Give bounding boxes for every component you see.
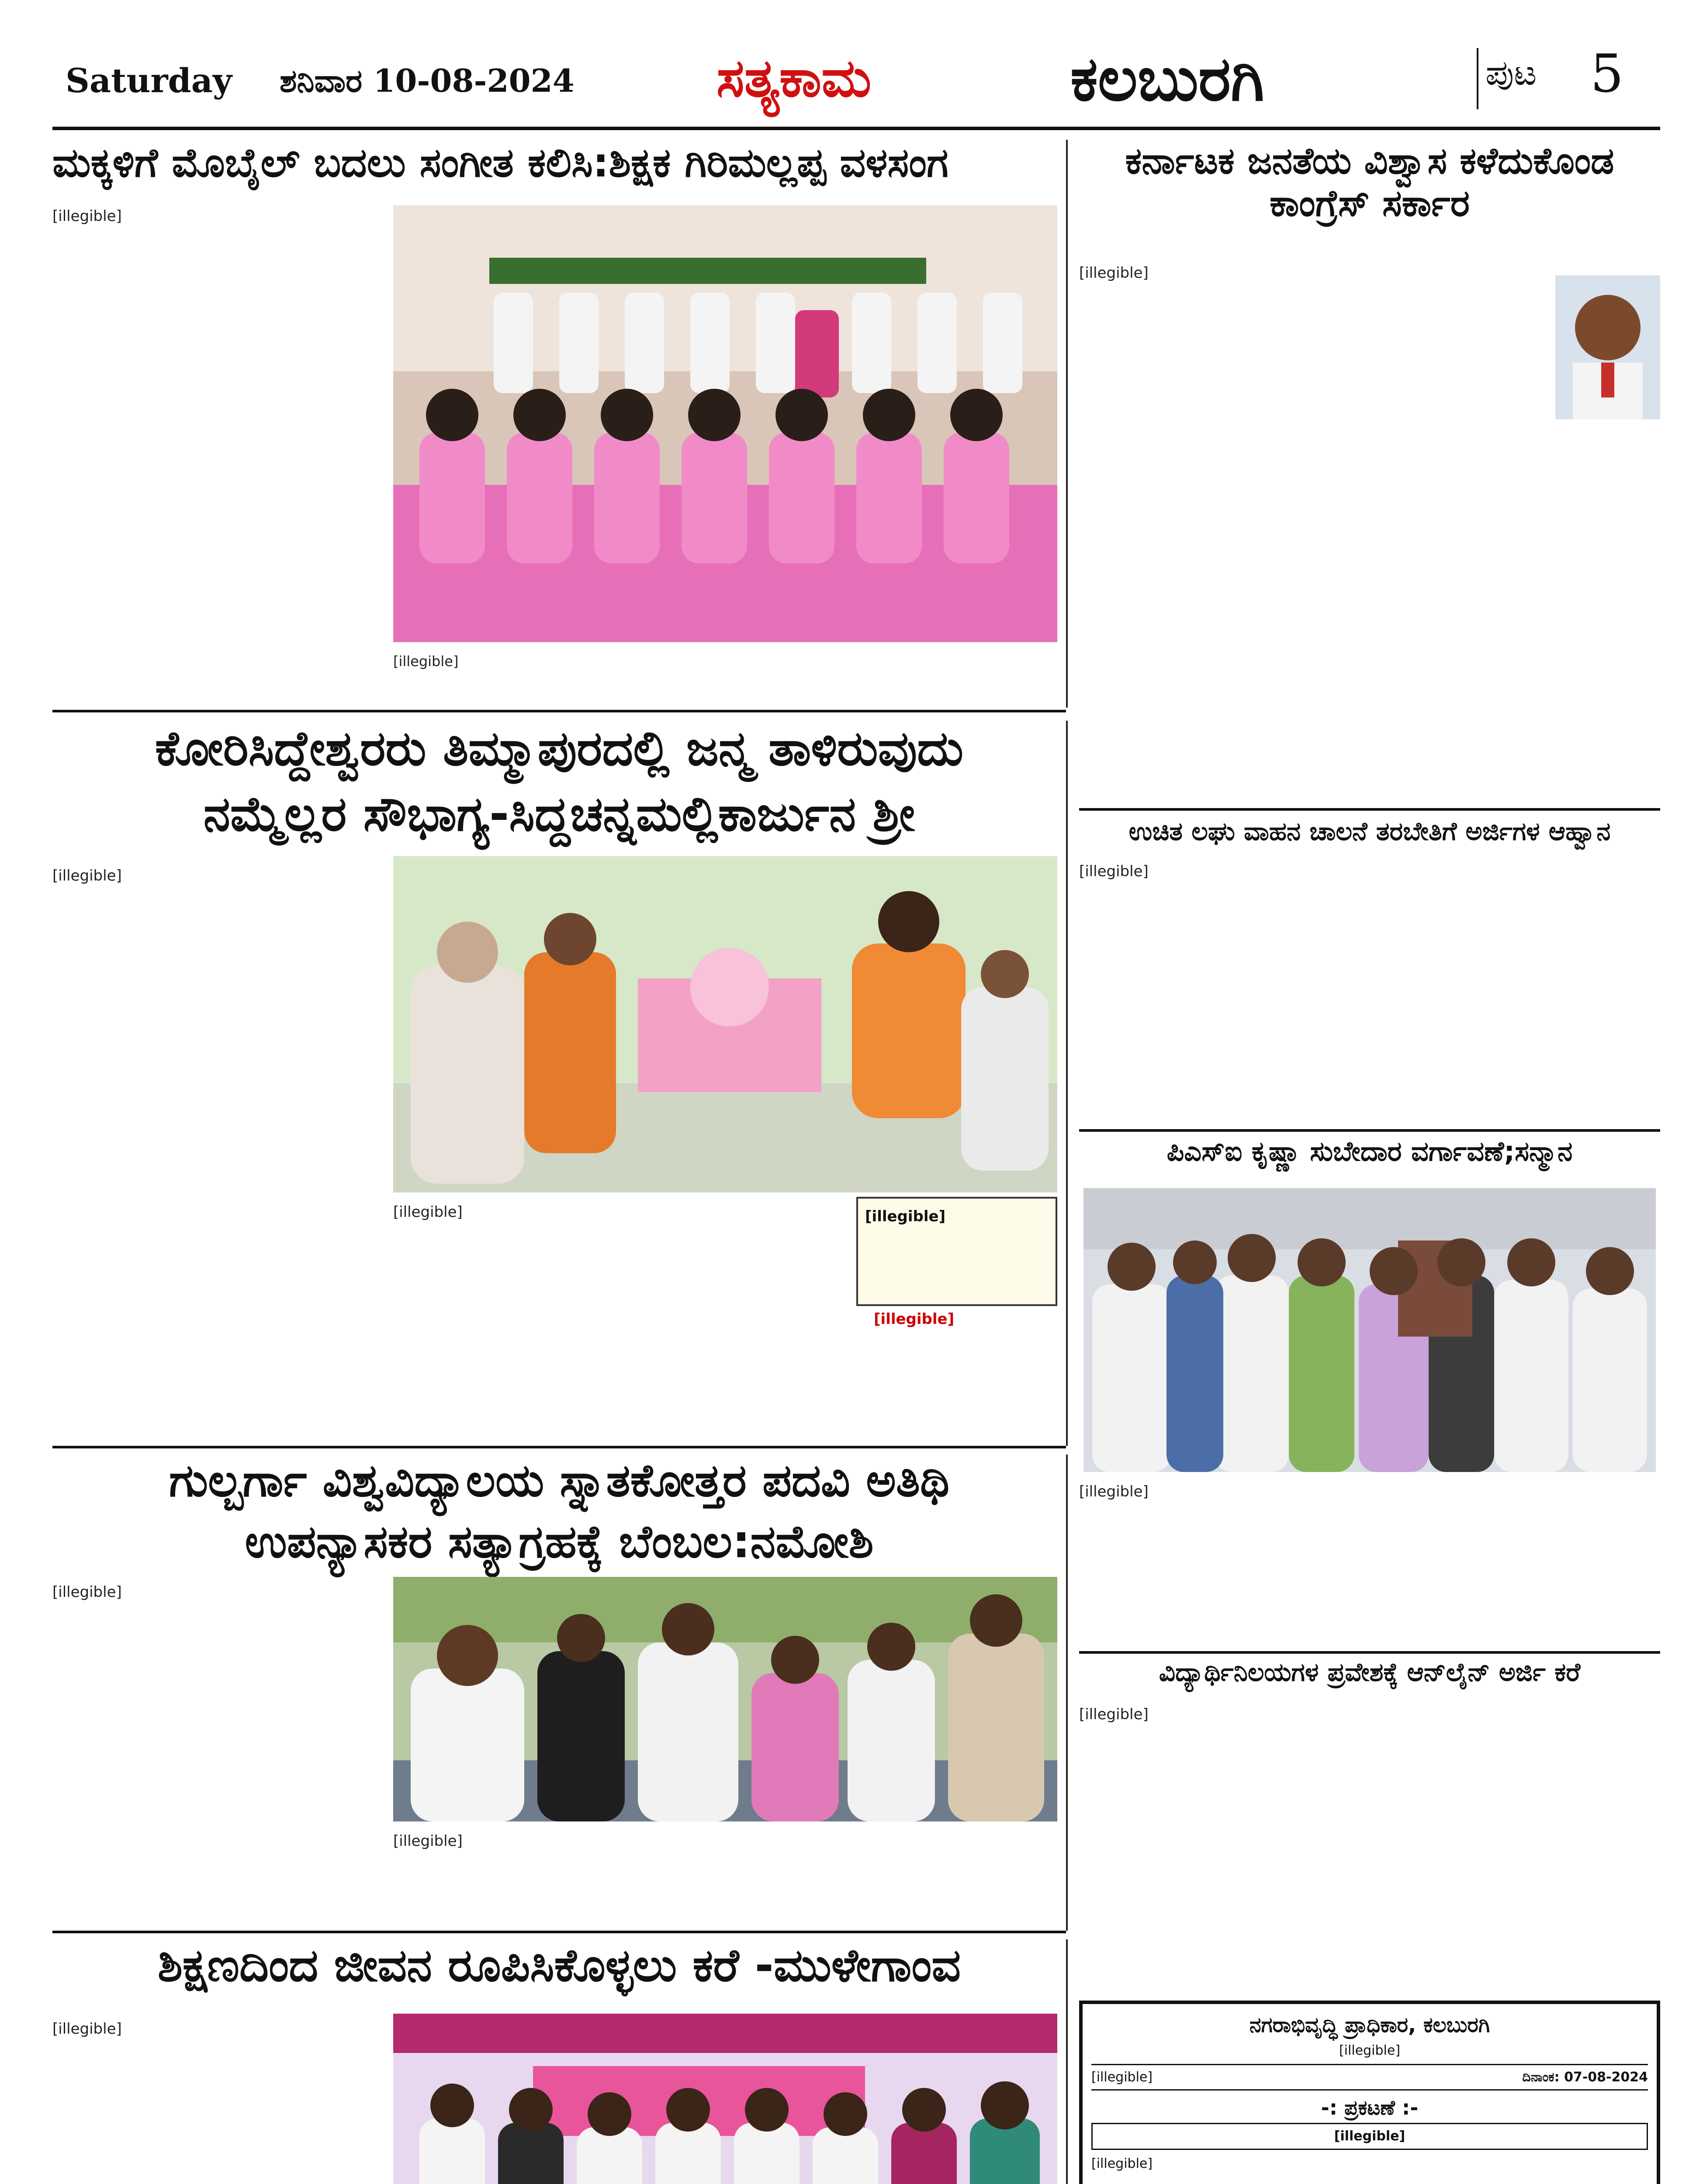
story7-headline: ವಿದ್ಯಾರ್ಥಿನಿಲಯಗಳ ಪ್ರವೇಶಕ್ಕೆ ಆನ್‌ಲೈನ್ ಅರ್ಜಿ ಕರೆ (1159, 1657, 1581, 1687)
story6-headline-line1: ಗುಲ್ಬರ್ಗಾ ವಿಶ್ವವಿದ್ಯಾಲಯ ಸ್ನಾತಕೋತ್ತರ ಪದವಿ ಅತಿಥಿ (169, 1454, 950, 1507)
issue-day: Saturday (66, 61, 232, 100)
story1-headline: ಮಕ್ಕಳಿಗೆ ಮೊಬೈಲ್ ಬದಲು ಸಂಗೀತ ಕಲಿಸಿ:ಶಿಕ್ಷಕ ಗಿರಿಮಲ್ಲಪ್ಪ ವಳಸಂಗ (52, 139, 948, 186)
header-divider (1477, 48, 1478, 109)
masthead (0, 0, 1703, 131)
section-rule (1079, 1129, 1660, 1132)
masthead-rule (52, 127, 1660, 130)
story3-pull-quote: [illegible] (856, 1197, 1057, 1306)
story2-body: [illegible] (1079, 264, 1149, 282)
notice-subtitle: [illegible] (1091, 2123, 1648, 2150)
story8-body-left: [illegible] (52, 2020, 122, 2038)
story3-headline-line2: ನಮ್ಮೆಲ್ಲರ ಸೌಭಾಗ್ಯ-ಸಿದ್ದಚನ್ನಮಲ್ಲಿಕಾರ್ಜುನ ಶ್ರೀ (203, 786, 915, 842)
section-rule (52, 1446, 1066, 1448)
story3-body-left: [illegible] (52, 867, 122, 885)
notice-body: [illegible] (1091, 2156, 1153, 2171)
story1-photo (393, 205, 1057, 642)
story3-byline: [illegible] (874, 1310, 955, 1328)
column-rule (1066, 1455, 1068, 1931)
story8-photo (393, 2014, 1057, 2184)
section-rule (52, 710, 1066, 712)
column-rule (1066, 140, 1068, 708)
notice-org: ನಗರಾಭಿವೃದ್ಧಿ ಪ್ರಾಧಿಕಾರ, ಕಲಬುರಗಿ (1249, 2013, 1490, 2037)
story4-body: [illegible] (1079, 863, 1149, 880)
story2-photo (1555, 275, 1660, 419)
notice-title: -: ಪ್ರಕಟಣೆ :- (1321, 2096, 1419, 2119)
story1-body-left: [illegible] (52, 207, 122, 225)
story6-body-bottom: [illegible] (393, 1832, 463, 1850)
page-number: 5 (1590, 44, 1624, 104)
issue-date: ಶನಿವಾರ 10-08-2024 (280, 62, 575, 99)
story6-photo (393, 1577, 1057, 1821)
section-rule (1079, 808, 1660, 811)
story6-body-left: [illegible] (52, 1583, 122, 1601)
story2-headline: ಕರ್ನಾಟಕ ಜನತೆಯ ವಿಶ್ವಾಸ ಕಳೆದುಕೊಂಡ ಕಾಂಗ್ರೆಸ್ ಸರ್ಕಾರ (1125, 139, 1614, 225)
edition-city: ಕಲಬುರಗಿ (1070, 44, 1264, 115)
page-label: ಪುಟ (1485, 52, 1537, 93)
felicitation-photo (1083, 1188, 1656, 1472)
protest-support-photo (393, 1577, 1057, 1821)
newspaper-name: ಸತ್ಯಕಾಮ (717, 48, 872, 109)
story3-headline-line1: ಕೋರಿಸಿದ್ದೇಶ್ವರರು ತಿಮ್ಮಾಪುರದಲ್ಲಿ ಜನ್ಮ ತಾಳಿರುವುದು (155, 720, 964, 776)
story5-photo (1083, 1188, 1656, 1472)
story5-headline: ಪಿಎಸ್ಐ ಕೃಷ್ಣಾ ಸುಬೇದಾರ ವರ್ಗಾವಣೆ;ಸನ್ಮಾನ (1166, 1135, 1573, 1167)
notice-email-line: [illegible] (1339, 2043, 1401, 2058)
college-event-photo (393, 2014, 1057, 2184)
religious-ceremony-photo (393, 856, 1057, 1192)
column-rule (1066, 1939, 1068, 2184)
music-event-photo (393, 205, 1057, 642)
story8-headline: ಶಿಕ್ಷಣದಿಂದ ಜೀವನ ರೂಪಿಸಿಕೊಳ್ಳಲು ಕರೆ -ಮುಳೇಗಾಂವ (157, 1939, 961, 1992)
politician-portrait (1555, 275, 1660, 419)
story3-photo (393, 856, 1057, 1192)
story3-body-bottom: [illegible] (393, 1203, 463, 1221)
story1-body-bottom: [illegible] (393, 653, 459, 670)
notice-ref: [illegible] (1091, 2069, 1153, 2085)
column-rule (1066, 721, 1068, 1446)
story5-body: [illegible] (1079, 1483, 1149, 1500)
official-notice (1079, 2001, 1660, 2184)
story6-headline-line2: ಉಪನ್ಯಾಸಕರ ಸತ್ಯಾಗ್ರಹಕ್ಕೆ ಬೆಂಬಲ:ನಮೋಶಿ (245, 1515, 874, 1568)
story4-headline: ಉಚಿತ ಲಘು ವಾಹನ ಚಾಲನೆ ತರಬೇತಿಗೆ ಅರ್ಜಿಗಳ ಆಹ್ವಾನ (1128, 816, 1611, 846)
section-rule (1079, 1651, 1660, 1654)
section-rule (52, 1931, 1066, 1933)
notice-ref-row (1091, 2064, 1648, 2091)
notice-date: ದಿನಾಂಕ: 07-08-2024 (1522, 2069, 1648, 2085)
story7-body: [illegible] (1079, 1706, 1149, 1723)
